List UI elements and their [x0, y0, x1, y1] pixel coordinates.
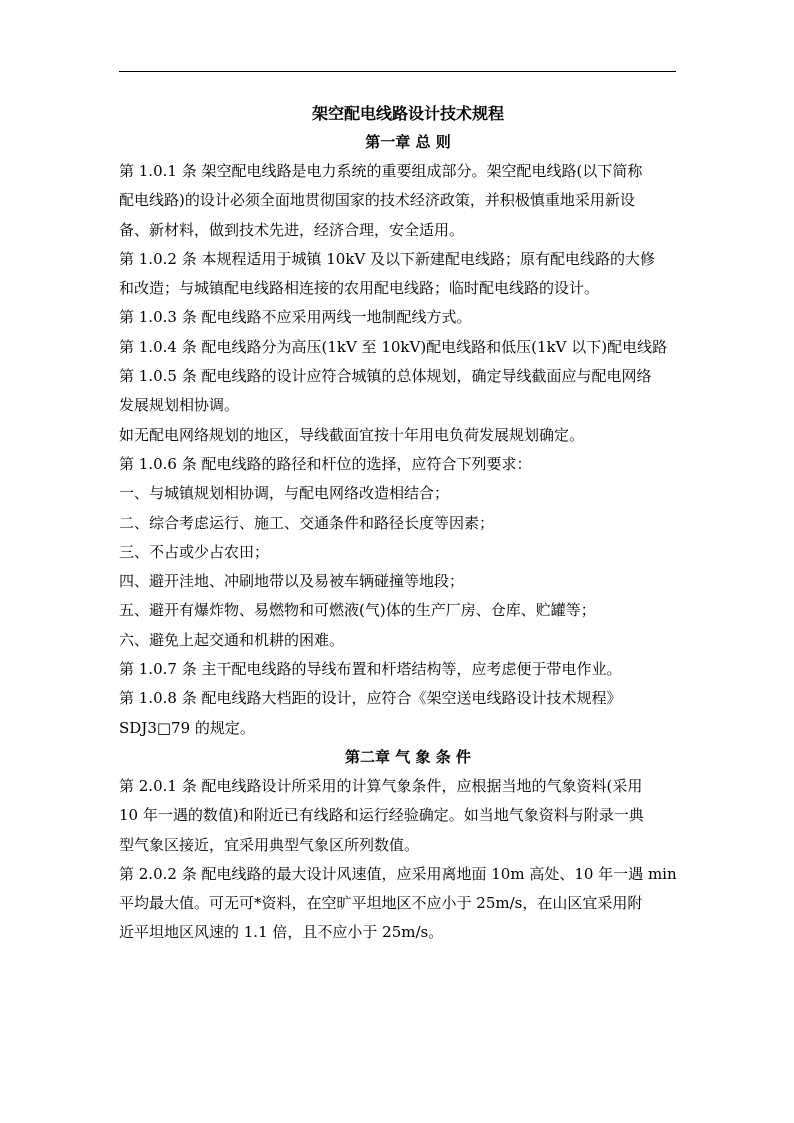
document-body: [119, 100, 679, 948]
list-item: 六、避免上起交通和机耕的困难。: [119, 630, 345, 649]
text-line: 第 1.0.3 条 配电线路不应采用两线一地制配线方式。: [119, 308, 472, 327]
text-line: 第 2.0.2 条 配电线路的最大设计风速值，应采用离地面 10m 高处、10 年一遇 min: [119, 864, 677, 883]
text-line: 第 1.0.6 条 配电线路的路径和杆位的选择，应符合下列要求：: [119, 454, 532, 473]
text-line: SDJ3□79 的规定。: [119, 718, 255, 737]
text-line: 第 1.0.7 条 主干配电线路的导线布置和杆塔结构等，应考虑便于带电作业。: [119, 660, 622, 679]
text-line: 第 1.0.4 条 配电线路分为高压(1kV 至 10kV)配电线路和低压(1kV 以下)配电线路: [119, 337, 668, 356]
list-item: 三、不占或少占农田；: [119, 542, 270, 561]
chapter-1-body: [119, 157, 679, 743]
text-line: 备、新材料，做到技术先进，经济合理，安全适用。: [119, 220, 465, 239]
text-line: 配电线路)的设计必须全面地贯彻国家的技术经济政策，并积极慎重地采用新设: [119, 191, 635, 210]
text-line: 第 1.0.1 条 架空配电线路是电力系统的重要组成部分。架空配电线路(以下简称: [119, 162, 643, 180]
text-line: 型气象区接近，宜采用典型气象区所列数值。: [119, 835, 420, 854]
text-line: 平均最大值。可无可*资料，在空旷平坦地区不应小于 25m/s，在山区宜采用附: [119, 894, 643, 913]
text-line: 发展规划相协调。: [119, 396, 240, 415]
text-line: 第 1.0.5 条 配电线路的设计应符合城镇的总体规划，确定导线截面应与配电网络: [119, 367, 652, 386]
header-rule: [119, 71, 676, 72]
chapter-2-body: [119, 772, 679, 948]
text-line: 如无配电网络规划的地区，导线截面宜按十年用电负荷发展规划确定。: [119, 425, 585, 444]
list-item: 四、避开洼地、冲刷地带以及易被车辆碰撞等地段；: [119, 572, 465, 591]
text-line: 第 1.0.2 条 本规程适用于城镇 10kV 及以下新建配电线路；原有配电线路的大修: [119, 249, 656, 268]
list-item: 二、综合考虑运行、施工、交通条件和路径长度等因素；: [119, 513, 495, 532]
text-line: 第 1.0.8 条 配电线路大档距的设计，应符合《架空送电线路设计技术规程》: [119, 689, 622, 708]
text-line: 第 2.0.1 条 配电线路设计所采用的计算气象条件，应根据当地的气象资料(采用: [119, 776, 643, 795]
document-title: 架空配电线路设计技术规程: [311, 104, 504, 123]
list-item: 一、与城镇规划相协调，与配电网络改造相结合；: [119, 484, 450, 503]
text-line: 近平坦地区风速的 1.1 倍，且不应小于 25m/s。: [119, 923, 444, 942]
list-item: 五、避开有爆炸物、易燃物和可燃液(气)体的生产厂房、仓库、贮罐等；: [119, 601, 596, 620]
text-line: 10 年一遇的数值)和附近已有线路和运行经验确定。如当地气象资料与附录一典: [119, 806, 644, 825]
text-line: 和改造；与城镇配电线路相连接的农用配电线路；临时配电线路的设计。: [119, 279, 600, 298]
chapter-2-heading: 第二章 气 象 条 件: [345, 747, 471, 766]
chapter-1-heading: 第一章 总 则: [365, 133, 451, 151]
